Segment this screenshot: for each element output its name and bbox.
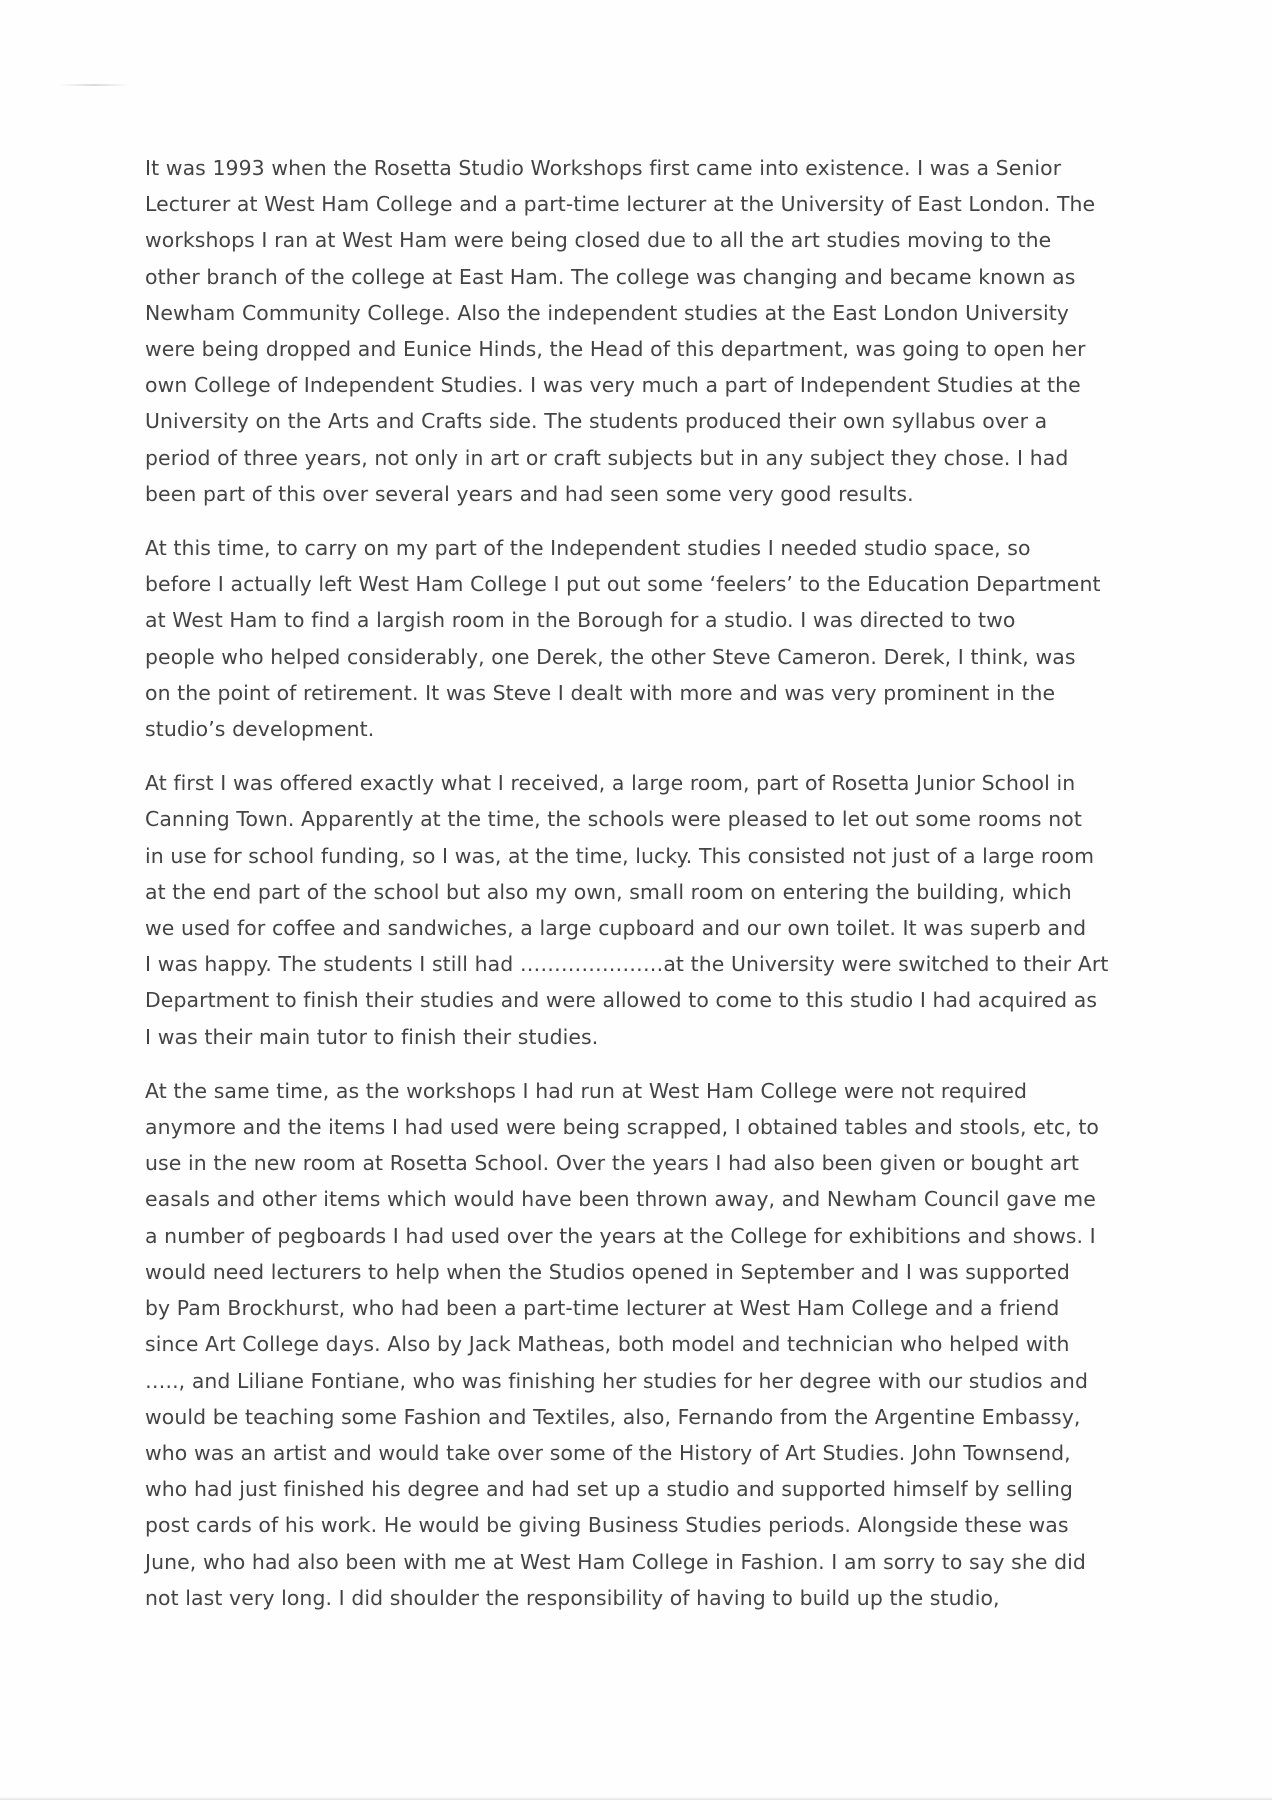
text-line: At first I was offered exactly what I received, a large room, part of Rosetta Junior School in [145, 771, 1076, 796]
text-line: by Pam Brockhurst, who had been a part-time lecturer at West Ham College and a friend [145, 1296, 1060, 1321]
text-line: University on the Arts and Crafts side. The students produced their own syllabus over a [145, 409, 1048, 434]
text-line: post cards of his work. He would be giving Business Studies periods. Alongside these was [145, 1513, 1069, 1538]
text-line: Canning Town. Apparently at the time, the schools were pleased to let out some rooms not [145, 807, 1082, 832]
text-line: since Art College days. Also by Jack Matheas, both model and technician who helped with [145, 1332, 1070, 1357]
text-line: in use for school funding, so I was, at the time, lucky. This consisted not just of a large room [145, 843, 1095, 868]
text-line: been part of this over several years and had seen some very good results. [145, 481, 914, 506]
text-line: I was happy. The students I still had …………………at the University were switched to their Art [145, 952, 1109, 977]
paragraph [145, 765, 1135, 1055]
text-line: studio’s development. [145, 717, 375, 742]
text-line: workshops I ran at West Ham were being closed due to all the art studies moving to the [145, 228, 1052, 253]
text-line: would need lecturers to help when the Studios opened in September and I was supported [145, 1259, 1070, 1284]
text-line: Newham Community College. Also the independent studies at the East London University [145, 300, 1069, 325]
text-line: were being dropped and Eunice Hinds, the Head of this department, was going to open her [145, 337, 1086, 362]
text-line: At this time, to carry on my part of the Independent studies I needed studio space, so [145, 536, 1031, 561]
text-line: people who helped considerably, one Derek, the other Steve Cameron. Derek, I think, was [145, 644, 1076, 669]
text-line: on the point of retirement. It was Steve I dealt with more and was very prominent in the [145, 680, 1056, 705]
text-line: June, who had also been with me at West Ham College in Fashion. I am sorry to say she did [145, 1549, 1086, 1574]
text-line: at West Ham to find a largish room in the Borough for a studio. I was directed to two [145, 608, 1016, 633]
text-line: who had just finished his degree and had set up a studio and supported himself by selling [145, 1477, 1073, 1502]
text-line: not last very long. I did shoulder the responsibility of having to build up the studio, [145, 1585, 1000, 1610]
document-body [145, 150, 1135, 1634]
text-line: easals and other items which would have been thrown away, and Newham Council gave me [145, 1187, 1096, 1212]
text-line: period of three years, not only in art or craft subjects but in any subject they chose. I had [145, 445, 1069, 470]
text-line: before I actually left West Ham College I put out some ‘feelers’ to the Education Department [145, 572, 1101, 597]
text-line: other branch of the college at East Ham. The college was changing and became known as [145, 264, 1076, 289]
text-line: would be teaching some Fashion and Textiles, also, Fernando from the Argentine Embassy, [145, 1404, 1081, 1429]
text-line: At the same time, as the workshops I had run at West Ham College were not required [145, 1078, 1028, 1103]
text-line: I was their main tutor to finish their studies. [145, 1024, 599, 1049]
paragraph [145, 530, 1135, 747]
text-line: use in the new room at Rosetta School. Over the years I had also been given or bought art [145, 1151, 1079, 1176]
text-line: anymore and the items I had used were being scrapped, I obtained tables and stools, etc, to [145, 1115, 1099, 1140]
paragraph [145, 150, 1135, 512]
text-line: own College of Independent Studies. I was very much a part of Independent Studies at the [145, 373, 1081, 398]
scan-smudge-mark [58, 84, 130, 86]
text-line: who was an artist and would take over some of the History of Art Studies. John Townsend, [145, 1440, 1071, 1465]
text-line: Lecturer at West Ham College and a part-time lecturer at the University of East London. The [145, 192, 1096, 217]
paragraph [145, 1073, 1135, 1616]
text-line: we used for coffee and sandwiches, a large cupboard and our own toilet. It was superb and [145, 916, 1087, 941]
text-line: Department to finish their studies and were allowed to come to this studio I had acquired as [145, 988, 1098, 1013]
text-line: at the end part of the school but also my own, small room on entering the building, which [145, 879, 1072, 904]
text-line: a number of pegboards I had used over the years at the College for exhibitions and shows. I [145, 1223, 1096, 1248]
text-line: It was 1993 when the Rosetta Studio Workshops first came into existence. I was a Senior [145, 156, 1062, 180]
text-line: ….., and Liliane Fontiane, who was finishing her studies for her degree with our studios and [145, 1368, 1088, 1393]
